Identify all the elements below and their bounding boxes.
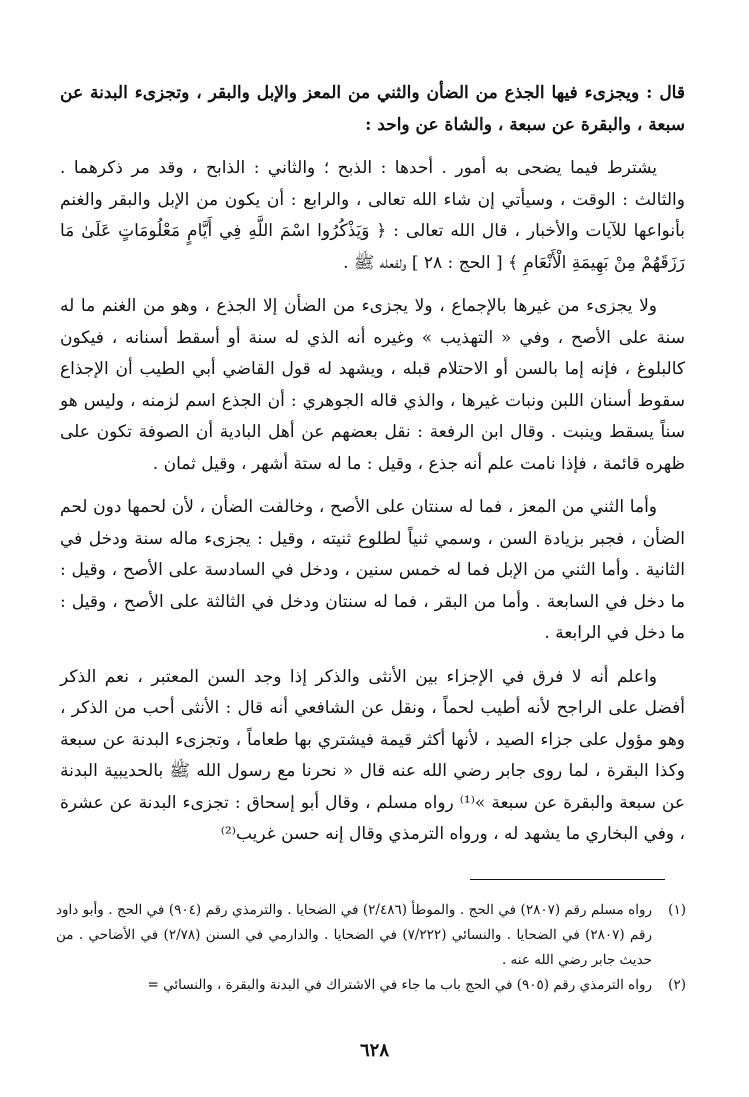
footnote-divider [470, 879, 665, 880]
paragraph-1-text: ويجزىء فيها الجذع من الضأن والثني من المعز والإبل والبقر ، وتجزىء البدنة عن سبعة ، والبقرة عن سبعة ، والشاة عن واحد : [60, 83, 685, 135]
footnote-2-text: رواه الترمذي رقم (٩٠٥) في الحج باب ما جاء في الاشتراك في البدنة والبقرة ، والنسائي = [147, 977, 652, 993]
footnote-2 [56, 973, 686, 998]
paragraph-2: يشترط فيما يضحى به أمور . أحدها : الذبح ؛ والثاني : الذابح ، وقد مر ذكرهما . والثالث : الوقت ، وسيأتي إن شاء الله تعالى ، والرابع : أن يكون من الإبل والبقر والغنم بأنواعها للآيات والأخبار ، قال الله تعالى : ﴿ وَيَذْكُرُوا اسْمَ اللَّهِ فِي أَيَّامٍ مَعْلُومَاتٍ عَلَىٰ مَا رَزَقَهُمْ مِنْ بَهِيمَةِ الْأَنْعَامِ ﴾ [ الحج : ٢٨ ] ولفعله ﷺ . [60, 158, 685, 273]
main-text [60, 78, 685, 863]
paragraph-1-lead: قال : [646, 83, 685, 103]
footnote-1-text: رواه مسلم رقم (٢٨٠٧) في الحج . والموطأ (٢/٤٨٦) في الضحايا . والترمذي رقم (٩٠٤) في الحج . وأبو داود رقم (٢٨٠٧) في الضحايا . والنسائي (٧/٢٢٢) في الضحايا . والدارمي في السنن (٢/٧٨) في الأضاحي . من حديث جابر رضي الله عنه . [56, 902, 653, 968]
paragraph-5: واعلم أنه لا فرق في الإجزاء بين الأنثى والذكر إذا وجد السن المعتبر ، نعم الذكر أفضل على الراجح لأنه أطيب لحماً ، ونقل عن الشافعي أنه قال : الأنثى أحب من الذكر ، وهو مؤول على جزاء الصيد ، لأنها أكثر قيمة فيشتري بها طعاماً ، وتجزىء البدنة عن سبعة وكذا البقرة ، لما روى جابر رضي الله عنه قال « نحرنا مع رسول الله ﷺ بالحديبية البدنة عن سبعة والبقرة عن سبعة »⁽¹⁾ رواه مسلم ، وقال أبو إسحاق : تجزىء البدنة عن عشرة ، وفي البخاري ما يشهد له ، ورواه الترمذي وقال إنه حسن غريب⁽²⁾ [60, 666, 685, 844]
footnote-2-number: (٢) [668, 977, 686, 993]
footnotes [56, 898, 686, 998]
page-number: ٦٢٨ [359, 1040, 389, 1061]
paragraph-4: وأما الثني من المعز ، فما له سنتان على الأصح ، وخالفت الضأن ، لأن لحمها دون لحم الضأن ، فجبر بزيادة السن ، وسمي ثنياً لطلوع ثنيته ، وقيل : يجزىء ماله سنة ودخل في الثانية . وأما الثني من الإبل فما له خمس سنين ، ودخل في السادسة على الأصح ، وقيل : ما دخل في السابعة . وأما من البقر ، فما له سنتان ودخل في الثالثة على الأصح ، وقيل : ما دخل في الرابعة . [60, 497, 685, 643]
footnote-1 [56, 898, 686, 973]
paragraph-3: ولا يجزىء من غيرها بالإجماع ، ولا يجزىء من الضأن إلا الجذع ، وهو من الغنم ما له سنة على الأصح ، وفي « التهذيب » وغيره أنه الذي له سنة أو أسقط أسنانه ، فيكون كالبلوغ ، فإنه إما بالسن أو الاحتلام قبله ، ويشهد له قول القاضي أبي الطيب أن الإجذاع سقوط أسنان اللبن ونبات غيرها ، والذي قاله الجوهري : أن الجذع اسم لزمنه ، وليس هو سناً يسقط وينبت . وقال ابن الرفعة : نقل بعضهم عن أهل البادية أن الصوفة تكون على ظهره قائمة ، فإذا نامت علم أنه جذع ، وقيل : ما له ستة أشهر ، وقيل ثمان . [60, 296, 685, 474]
footnote-1-number: (١) [668, 902, 686, 918]
paragraph-1 [60, 78, 685, 141]
